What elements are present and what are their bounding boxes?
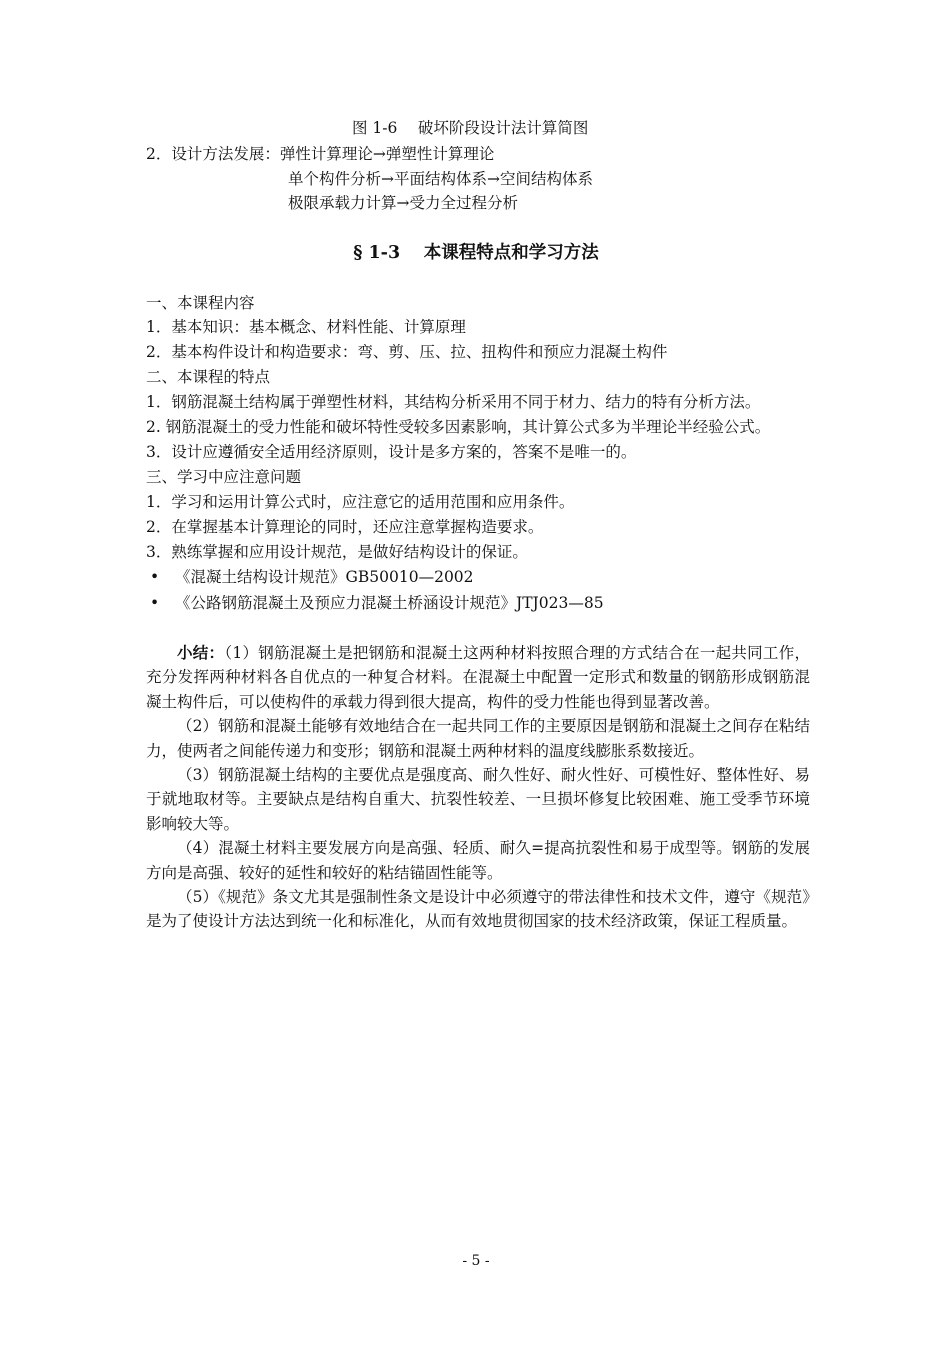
summary-paragraph-4: （4）混凝土材料主要发展方向是高强、轻质、耐久=提高抗裂性和易于成型等。钢筋的发展方向是高强、较好的延性和较好的粘结锚固性能等。 (146, 839, 810, 882)
summary-paragraph-1-text: （1）钢筋混凝土是把钢筋和混凝土这两种材料按照合理的方式结合在一起共同工作，充分发挥两种材料各自优点的一种复合材料。在混凝土中配置一定形式和数量的钢筋形成钢筋混凝土构件后，可以使构件的承载力得到很大提高，构件的受力性能也得到显著改善。 (146, 644, 810, 711)
part2-title: 二、本课程的特点 (146, 368, 271, 386)
development-label-text: 2．设计方法发展： (146, 145, 280, 163)
code-reference-1: 《混凝土结构设计规范》GB50010—2002 (175, 568, 474, 586)
development-line-2: 单个构件分析→平面结构体系→空间结构体系 (288, 170, 593, 188)
bullet-dot-2: • (150, 594, 160, 612)
part3-item-1: 1．学习和运用计算公式时，应注意它的适用范围和应用条件。 (146, 493, 575, 511)
part2-item-3: 3．设计应遵循安全适用经济原则，设计是多方案的，答案不是唯一的。 (146, 443, 637, 461)
development-label (146, 142, 494, 166)
bullet-dot-1: • (150, 568, 160, 586)
section-heading: § 1-3 本课程特点和学习方法 (353, 243, 599, 263)
summary-paragraph-1 (146, 641, 810, 714)
part3-item-2: 2．在掌握基本计算理论的同时，还应注意掌握构造要求。 (146, 518, 544, 536)
summary-paragraph-3: （3）钢筋混凝土结构的主要优点是强度高、耐久性好、耐火性好、可模性好、整体性好、易于就地取材等。主要缺点是结构自重大、抗裂性较差、一旦损坏修复比较困难、施工受季节环境影响较大等。 (146, 766, 810, 833)
part1-item-1: 1．基本知识：基本概念、材料性能、计算原理 (146, 318, 466, 336)
figure-caption: 图 1-6 破坏阶段设计法计算简图 (352, 119, 589, 137)
code-reference-2: 《公路钢筋混凝土及预应力混凝土桥涵设计规范》JTJ023—85 (175, 594, 604, 612)
page-number: - 5 - (462, 1253, 490, 1269)
part1-title: 一、本课程内容 (146, 294, 255, 312)
summary-colon: ： (208, 643, 225, 662)
summary-lead: 小结 (177, 643, 209, 662)
summary-paragraph-5: （5）《规范》条文尤其是强制性条文是设计中必须遵守的带法律性和技术文件，遵守《规范》是为了使设计方法达到统一化和标准化，从而有效地贯彻国家的技术经济政策，保证工程质量。 (146, 888, 810, 931)
summary-block (146, 641, 810, 934)
part2-item-2: 2. 钢筋混凝土的受力性能和破坏特性受较多因素影响，其计算公式多为半理论半经验公式。 (146, 418, 771, 436)
part3-title: 三、学习中应注意问题 (146, 468, 302, 486)
development-line-3: 极限承载力计算→受力全过程分析 (288, 194, 518, 212)
summary-paragraph-2: （2）钢筋和混凝土能够有效地结合在一起共同工作的主要原因是钢筋和混凝土之间存在粘结力，使两者之间能传递力和变形；钢筋和混凝土两种材料的温度线膨胀系数接近。 (146, 717, 810, 760)
part1-item-2: 2．基本构件设计和构造要求：弯、剪、压、拉、扭构件和预应力混凝土构件 (146, 343, 668, 361)
development-line-1: 弹性计算理论→弹塑性计算理论 (279, 145, 495, 163)
part2-item-1: 1．钢筋混凝土结构属于弹塑性材料，其结构分析采用不同于材力、结力的特有分析方法。 (146, 393, 761, 411)
part3-item-3: 3．熟练掌握和应用设计规范，是做好结构设计的保证。 (146, 543, 528, 561)
